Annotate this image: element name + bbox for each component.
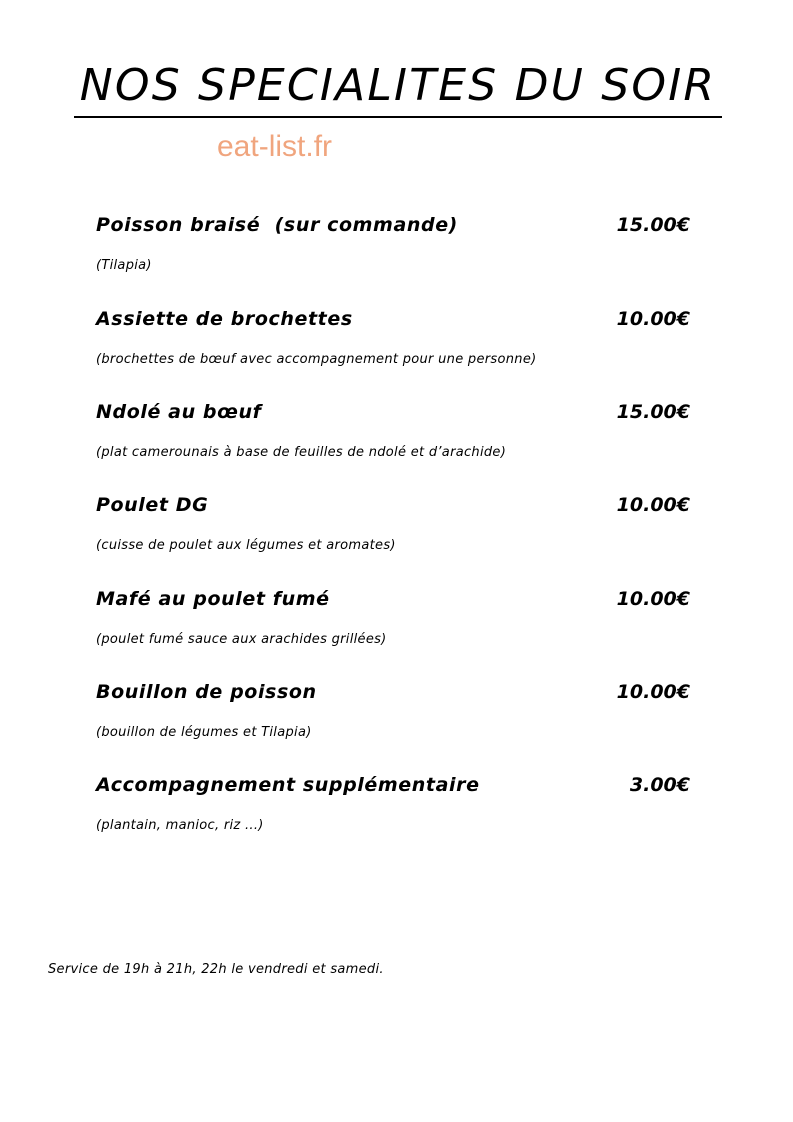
page-title: NOS SPECIALITES DU SOIR xyxy=(74,58,722,118)
menu-item-description: (poulet fumé sauce aux arachides grillées) xyxy=(96,632,387,647)
menu-item-name: Accompagnement supplémentaire xyxy=(96,774,480,796)
menu-item-description: (brochettes de bœuf avec accompagnement pour une personne) xyxy=(96,352,537,367)
menu-item-price: 10.00€ xyxy=(616,681,690,703)
menu-item-description: (plat camerounais à base de feuilles de ndolé et d’arachide) xyxy=(96,445,507,460)
menu-item-description: (cuisse de poulet aux légumes et aromates) xyxy=(96,538,396,553)
menu-item xyxy=(96,585,696,647)
menu-item xyxy=(96,305,696,367)
menu-item xyxy=(96,771,696,833)
menu-item xyxy=(96,398,696,460)
menu-item-name: Poisson braisé (sur commande) xyxy=(96,214,458,236)
menu-item-price: 10.00€ xyxy=(616,494,690,516)
menu-item-price: 10.00€ xyxy=(616,308,690,330)
watermark-logo: eat-list.fr xyxy=(217,130,333,163)
menu-item-price: 3.00€ xyxy=(629,774,690,796)
service-hours-note: Service de 19h à 21h, 22h le vendredi et samedi. xyxy=(48,962,384,977)
menu-item-description: (Tilapia) xyxy=(96,258,152,273)
menu-item-name: Assiette de brochettes xyxy=(96,308,353,330)
menu-item-name: Ndolé au bœuf xyxy=(96,401,262,423)
menu-item xyxy=(96,678,696,740)
menu-item-price: 15.00€ xyxy=(616,214,690,236)
menu-item-price: 15.00€ xyxy=(616,401,690,423)
menu-item-description: (plantain, manioc, riz ...) xyxy=(96,818,264,833)
menu-item-price: 10.00€ xyxy=(616,588,690,610)
menu-item xyxy=(96,491,696,553)
menu-item-name: Bouillon de poisson xyxy=(96,681,317,703)
menu-item-name: Poulet DG xyxy=(96,494,209,516)
menu-item-description: (bouillon de légumes et Tilapia) xyxy=(96,725,312,740)
menu-item xyxy=(96,211,696,273)
menu-item-name: Mafé au poulet fumé xyxy=(96,588,330,610)
